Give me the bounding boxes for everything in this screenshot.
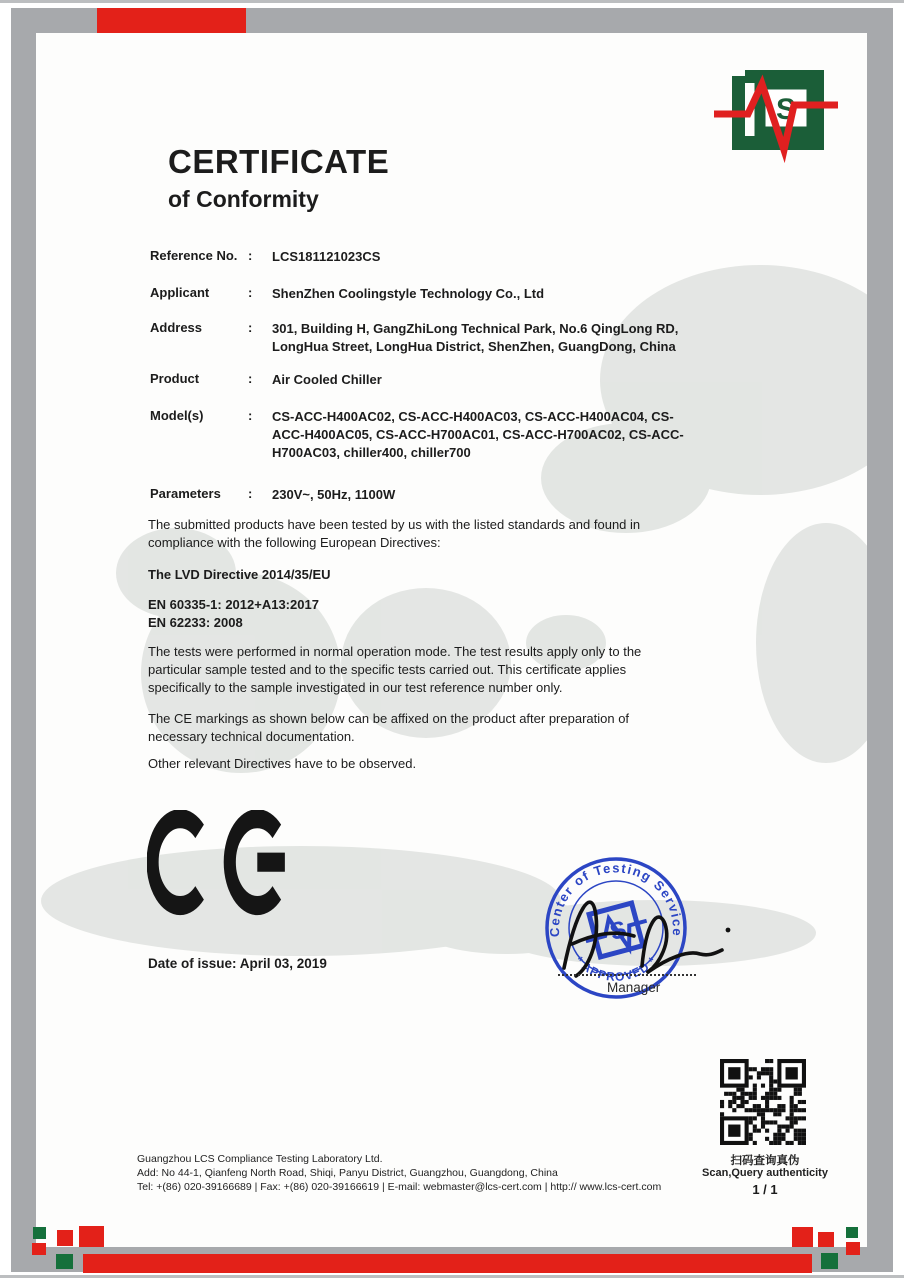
print-mark — [56, 1254, 73, 1269]
field-colon: : — [248, 371, 253, 386]
field-label: Parameters — [150, 486, 221, 501]
field-value: ShenZhen Coolingstyle Technology Co., Ltd — [272, 286, 545, 301]
print-mark-top-red — [97, 8, 246, 33]
field-value: LCS181121023CS — [272, 249, 381, 264]
field-colon: : — [248, 486, 253, 501]
field-colon: : — [248, 248, 253, 263]
directive-line: The LVD Directive 2014/35/EU — [148, 567, 331, 582]
page-number: 1 / 1 — [752, 1182, 778, 1197]
intro-paragraph: The submitted products have been tested by us with the listed standards and found in compliance with the following European Directives: — [148, 517, 641, 550]
signature-line — [558, 962, 696, 976]
qr-caption-cn: 扫码查询真伪 — [730, 1155, 800, 1167]
svg-text:S: S — [607, 915, 630, 947]
frame-left — [11, 8, 36, 1272]
print-mark-bottom-red-bar — [83, 1254, 812, 1273]
lcs-letter: S — [775, 93, 797, 126]
certificate-subtitle: of Conformity — [168, 186, 319, 212]
stamp-bottom-text: * APPROVED * — [572, 953, 660, 985]
field-value: 301, Building H, GangZhiLong Technical Park, No.6 QingLong RD, LongHua Street, LongHua District, ShenZhen, GuangDong, China — [272, 321, 679, 354]
lcs-logo — [712, 62, 840, 168]
frame-right — [867, 8, 893, 1272]
ce-mark — [147, 810, 297, 916]
field-label: Reference No. — [150, 248, 238, 263]
field-colon: : — [248, 320, 253, 335]
field-label: Product — [150, 371, 200, 386]
field-value: CS-ACC-H400AC02, CS-ACC-H400AC03, CS-ACC-H400AC04, CS- ACC-H400AC05, CS-ACC-H700AC01, CS-ACC-H700AC02, CS-ACC- H700AC03, chiller400, chiller700 — [272, 409, 684, 460]
field-label: Address — [150, 320, 203, 335]
ce-paragraph: The CE markings as shown below can be affixed on the product after preparation of necessary technical documentation. — [148, 711, 630, 744]
footer-contacts: Tel: +(86) 020-39166689 | Fax: +(86) 020-39166619 | E-mail: webmaster@lcs-cert.com | http:// www.lcs-cert.com — [137, 1181, 662, 1193]
scan-edge-top — [0, 0, 904, 3]
signer-title: Manager — [607, 980, 661, 995]
test-paragraph: The tests were performed in normal operation mode. The test results apply only to the particular sample tested and to the specific tests carried out. This certificate applies specifically to the sample investigated in our test reference number only. — [148, 644, 642, 695]
qr-caption-en: Scan,Query authenticity — [702, 1167, 828, 1179]
date-of-issue: Date of issue: April 03, 2019 — [148, 956, 327, 971]
standards-list: EN 60335-1: 2012+A13:2017 EN 62233: 2008 — [148, 597, 319, 630]
footer-address: Add: No 44-1, Qianfeng North Road, Shiqi, Panyu District, Guangzhou, Guangdong, China — [137, 1167, 558, 1179]
field-label: Applicant — [150, 285, 210, 300]
qr-code — [720, 1059, 806, 1145]
other-directives-paragraph: Other relevant Directives have to be observed. — [148, 756, 417, 771]
field-colon: : — [248, 285, 253, 300]
scan-edge-bottom — [0, 1275, 904, 1278]
field-value: 230V~, 50Hz, 1100W — [272, 487, 396, 502]
stamp-top-text: Center of Testing Service — [546, 860, 686, 938]
field-colon: : — [248, 408, 253, 423]
print-mark — [821, 1253, 838, 1269]
certificate-title: CERTIFICATE — [168, 143, 390, 180]
footer-company: Guangzhou LCS Compliance Testing Laboratory Ltd. — [137, 1153, 383, 1165]
field-value: Air Cooled Chiller — [272, 372, 382, 387]
field-label: Model(s) — [150, 408, 204, 423]
